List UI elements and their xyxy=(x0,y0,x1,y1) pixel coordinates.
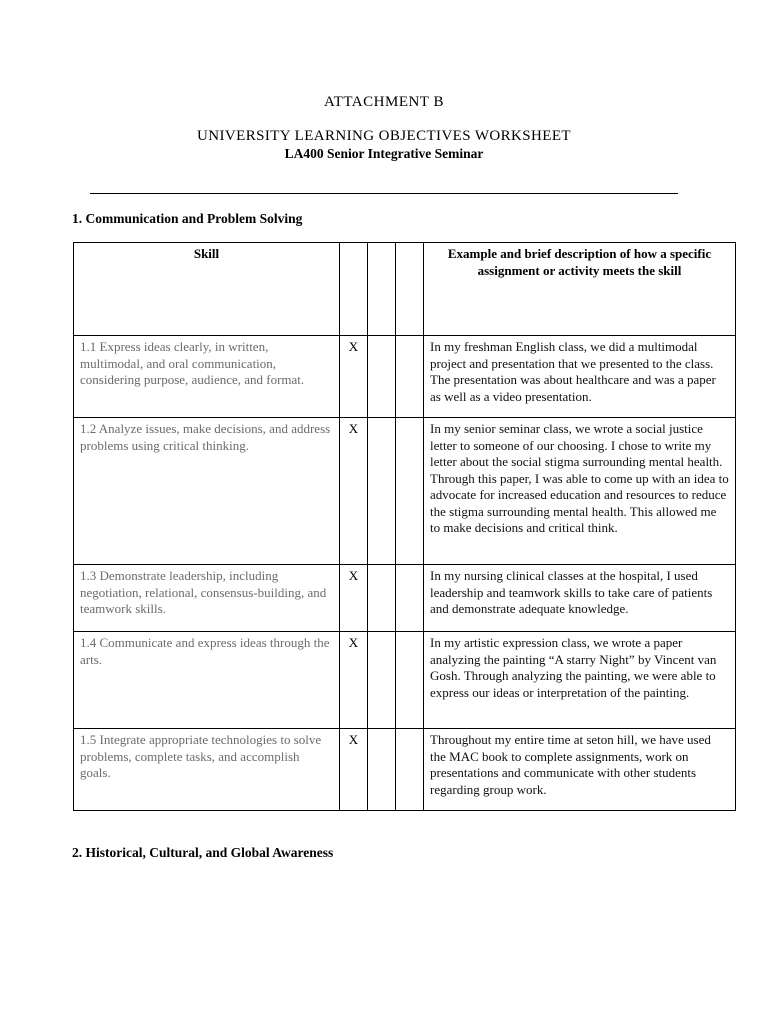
horizontal-rule xyxy=(90,193,678,194)
table-row xyxy=(74,729,736,811)
mark-column-header-3 xyxy=(396,243,424,336)
empty-mark-cell xyxy=(396,418,424,565)
empty-mark-cell xyxy=(368,418,396,565)
skill-cell: 1.1 Express ideas clearly, in written, multimodal, and oral communication, considering purpose, audience, and format. xyxy=(74,336,340,418)
example-cell: In my nursing clinical classes at the hospital, I used leadership and teamwork skills to take care of patients and demonstrate adequate knowledge. xyxy=(424,565,736,632)
empty-mark-cell xyxy=(396,632,424,729)
empty-mark-cell xyxy=(368,632,396,729)
mark-cell: X xyxy=(340,418,368,565)
empty-mark-cell xyxy=(368,336,396,418)
mark-cell: X xyxy=(340,336,368,418)
mark-cell: X xyxy=(340,729,368,811)
example-cell: In my senior seminar class, we wrote a social justice letter to someone of our choosing. I chose to write my letter about the social stigma surrounding mental health. Through this paper, I was able to come up with an idea to advocate for increased education and resources to reduce the stigma surrounding mental health. This allowed me to make decisions and critical think. xyxy=(424,418,736,565)
section-heading-historical: 2. Historical, Cultural, and Global Awareness xyxy=(72,845,334,860)
table-row xyxy=(74,632,736,729)
example-cell: In my artistic expression class, we wrote a paper analyzing the painting “A starry Night” by Vincent van Gosh. Through analyzing the painting, we were able to express our ideas or interpretation of the painting. xyxy=(424,632,736,729)
empty-mark-cell xyxy=(396,565,424,632)
worksheet-title: UNIVERSITY LEARNING OBJECTIVES WORKSHEET xyxy=(197,128,571,144)
mark-cell: X xyxy=(340,565,368,632)
mark-cell: X xyxy=(340,632,368,729)
course-title: LA400 Senior Integrative Seminar xyxy=(284,146,484,161)
mark-column-header-1 xyxy=(340,243,368,336)
table-row xyxy=(74,336,736,418)
table-row xyxy=(74,418,736,565)
empty-mark-cell xyxy=(368,729,396,811)
example-cell: In my freshman English class, we did a multimodal project and presentation that we presented to the class. The presentation was about healthcare and was a paper as well as a video presentation. xyxy=(424,336,736,418)
mark-column-header-2 xyxy=(368,243,396,336)
skill-cell: 1.4 Communicate and express ideas through the arts. xyxy=(74,632,340,729)
empty-mark-cell xyxy=(368,565,396,632)
example-column-header: Example and brief description of how a specific assignment or activity meets the skill xyxy=(424,243,736,336)
skill-column-header: Skill xyxy=(74,243,340,336)
empty-mark-cell xyxy=(396,729,424,811)
skill-cell: 1.5 Integrate appropriate technologies to solve problems, complete tasks, and accomplish goals. xyxy=(74,729,340,811)
table-header-row xyxy=(74,243,736,336)
skill-cell: 1.3 Demonstrate leadership, including negotiation, relational, consensus-building, and teamwork skills. xyxy=(74,565,340,632)
section-heading-communication: 1. Communication and Problem Solving xyxy=(72,211,303,226)
example-cell: Throughout my entire time at seton hill, we have used the MAC book to complete assignments, work on presentations and communicate with other students regarding group work. xyxy=(424,729,736,811)
empty-mark-cell xyxy=(396,336,424,418)
skills-table xyxy=(73,242,736,811)
table-row xyxy=(74,565,736,632)
attachment-label: ATTACHMENT B xyxy=(324,94,444,110)
skill-cell: 1.2 Analyze issues, make decisions, and address problems using critical thinking. xyxy=(74,418,340,565)
